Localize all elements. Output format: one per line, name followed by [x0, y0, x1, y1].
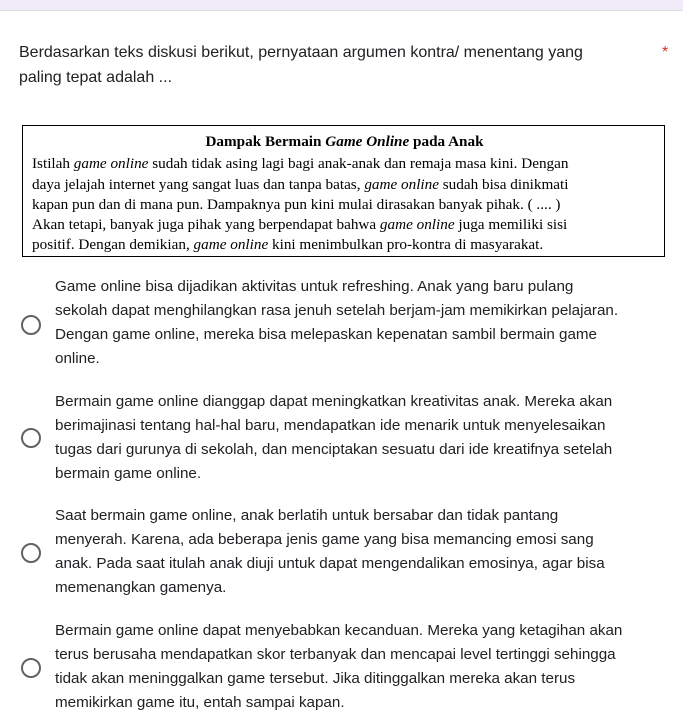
- option-a[interactable]: [0, 275, 683, 385]
- option-d-text[interactable]: Bermain game online dapat menyebabkan kecanduan. Mereka yang ketagihan akan terus berusaha mendapatkan skor terbanyak dan mencapai level tertinggi sehingga tidak akan meninggalkan game tersebut. Jika ditinggalkan mereka akan terus memikirkan game itu, entah sampai kapan.: [55, 622, 623, 711]
- radio-button-d[interactable]: [21, 658, 41, 678]
- question-line: Berdasarkan teks diskusi berikut, pernyataan argumen kontra/ menentang yang: [19, 44, 583, 61]
- question-title: [19, 40, 659, 90]
- radio-button-c[interactable]: [21, 543, 41, 563]
- form-header-strip: [0, 0, 683, 11]
- passage-line: Akan tetapi, banyak juga pihak yang berpendapat bahwa game online juga memiliki sisi: [32, 216, 568, 234]
- passage-line: Istilah game online sudah tidak asing lagi bagi anak-anak dan remaja masa kini. Dengan: [32, 155, 569, 173]
- radio-button-a[interactable]: [21, 315, 41, 335]
- passage-title: Dampak Bermain Game Online pada Anak: [205, 133, 484, 150]
- option-b-text[interactable]: Bermain game online dianggap dapat meningkatkan kreativitas anak. Mereka akan berimajinasi tentang hal-hal baru, mendapatkan ide menarik untuk menyelesaikan tugas dari gurunya di sekolah, dan menciptakan sesuatu dari ide kreatifnya setelah bermain game online.: [55, 393, 613, 482]
- radio-button-b[interactable]: [21, 428, 41, 448]
- passage-line: daya jelajah internet yang sangat luas dan tanpa batas, game online sudah bisa dinikmati: [32, 175, 569, 193]
- passage-image: [22, 125, 665, 257]
- option-c[interactable]: [0, 504, 683, 614]
- option-c-text[interactable]: Saat bermain game online, anak berlatih untuk bersabar dan tidak pantang menyerah. Karena, ada beberapa jenis game yang bisa memancing emosi sang anak. Pada saat itulah anak diuji untuk dapat mengendalikan emosinya, agar bisa memenangkan gamenya.: [55, 507, 605, 596]
- passage-line: kapan pun dan di mana pun. Dampaknya pun kini mulai dirasakan banyak pihak. ( .... ): [32, 195, 561, 213]
- passage-body: [32, 154, 657, 255]
- option-a-text[interactable]: Game online bisa dijadikan aktivitas untuk refreshing. Anak yang baru pulang sekolah dapat menghilangkan rasa jenuh setelah berjam-jam memikirkan pelajaran. Dengan game online, mereka bisa melepaskan kepenatan sambil bermain game online.: [55, 278, 619, 367]
- required-asterisk: *: [662, 44, 669, 61]
- option-b[interactable]: [0, 390, 683, 500]
- passage-line: positif. Dengan demikian, game online kini menimbulkan pro-kontra di masyarakat.: [32, 236, 544, 254]
- question-line: paling tepat adalah ...: [19, 69, 173, 86]
- option-d[interactable]: [0, 619, 683, 719]
